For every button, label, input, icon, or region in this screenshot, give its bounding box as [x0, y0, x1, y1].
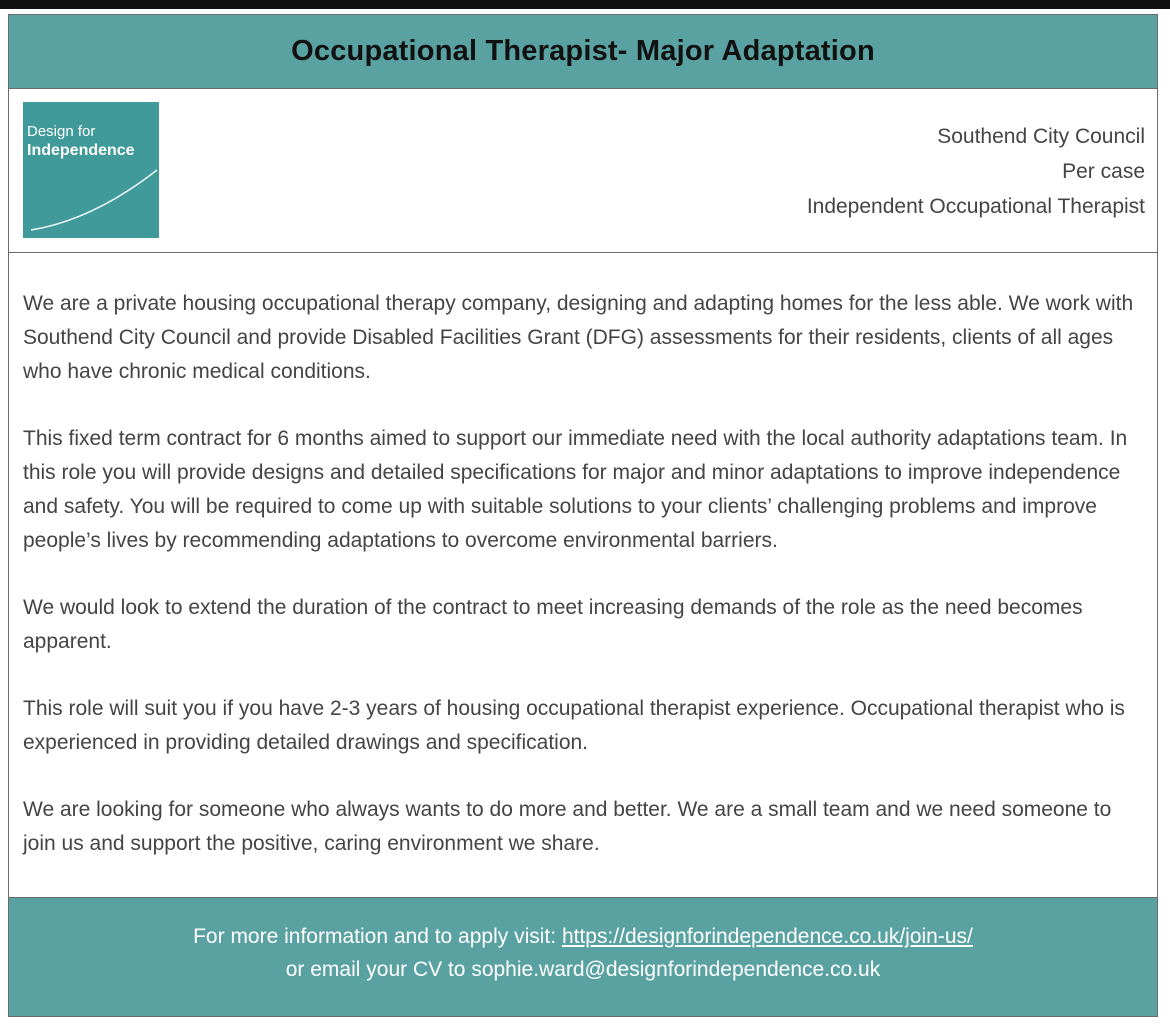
- paragraph-experience: This role will suit you if you have 2-3 years of housing occupational therapist experience. Occupational therapist who is experienced in providing detailed drawings and specification.: [23, 697, 1125, 754]
- apply-footer: [9, 897, 1157, 1016]
- employer-council: Southend City Council: [937, 125, 1145, 148]
- employer-details: [807, 119, 1145, 224]
- apply-line: [9, 920, 1157, 953]
- job-description: [23, 287, 1143, 894]
- paragraph-contract: This fixed term contract for 6 months aimed to support our immediate need with the local authority adaptations team. In this role you will provide designs and detailed specifications for major and minor adaptations to improve independence and safety. You will be required to come up with suitable solutions to your clients’ challenging problems and improve people’s lives by recommending adaptations to overcome environmental barriers.: [23, 427, 1128, 552]
- employer-type: Independent Occupational Therapist: [806, 195, 1145, 218]
- company-logo: [23, 102, 159, 238]
- logo-text-line2: Independence: [27, 142, 135, 159]
- advert-header: [9, 89, 1157, 253]
- paragraph-team: We are looking for someone who always wants to do more and better. We are a small team and we need someone to join us and support the positive, caring environment we share.: [23, 798, 1112, 855]
- apply-prefix: For more information and to apply visit:: [193, 925, 562, 948]
- page-title: Occupational Therapist- Major Adaptation: [291, 35, 875, 67]
- title-band: [9, 15, 1157, 89]
- top-border-bar: [0, 0, 1170, 9]
- logo-text-line1: Design for: [27, 123, 96, 140]
- email-line: or email your CV to sophie.ward@designforindependence.co.uk: [285, 958, 881, 981]
- job-advert-card: [8, 14, 1158, 1017]
- paragraph-intro: We are a private housing occupational therapy company, designing and adapting homes for the less able. We work with Southend City Council and provide Disabled Facilities Grant (DFG) assessments for their residents, clients of all ages who have chronic medical conditions.: [23, 292, 1134, 383]
- employer-rate: Per case: [1062, 160, 1145, 183]
- paragraph-extension: We would look to extend the duration of the contract to meet increasing demands of the role as the need becomes apparent.: [23, 596, 1083, 653]
- apply-link[interactable]: https://designforindependence.co.uk/join-us/: [561, 925, 973, 948]
